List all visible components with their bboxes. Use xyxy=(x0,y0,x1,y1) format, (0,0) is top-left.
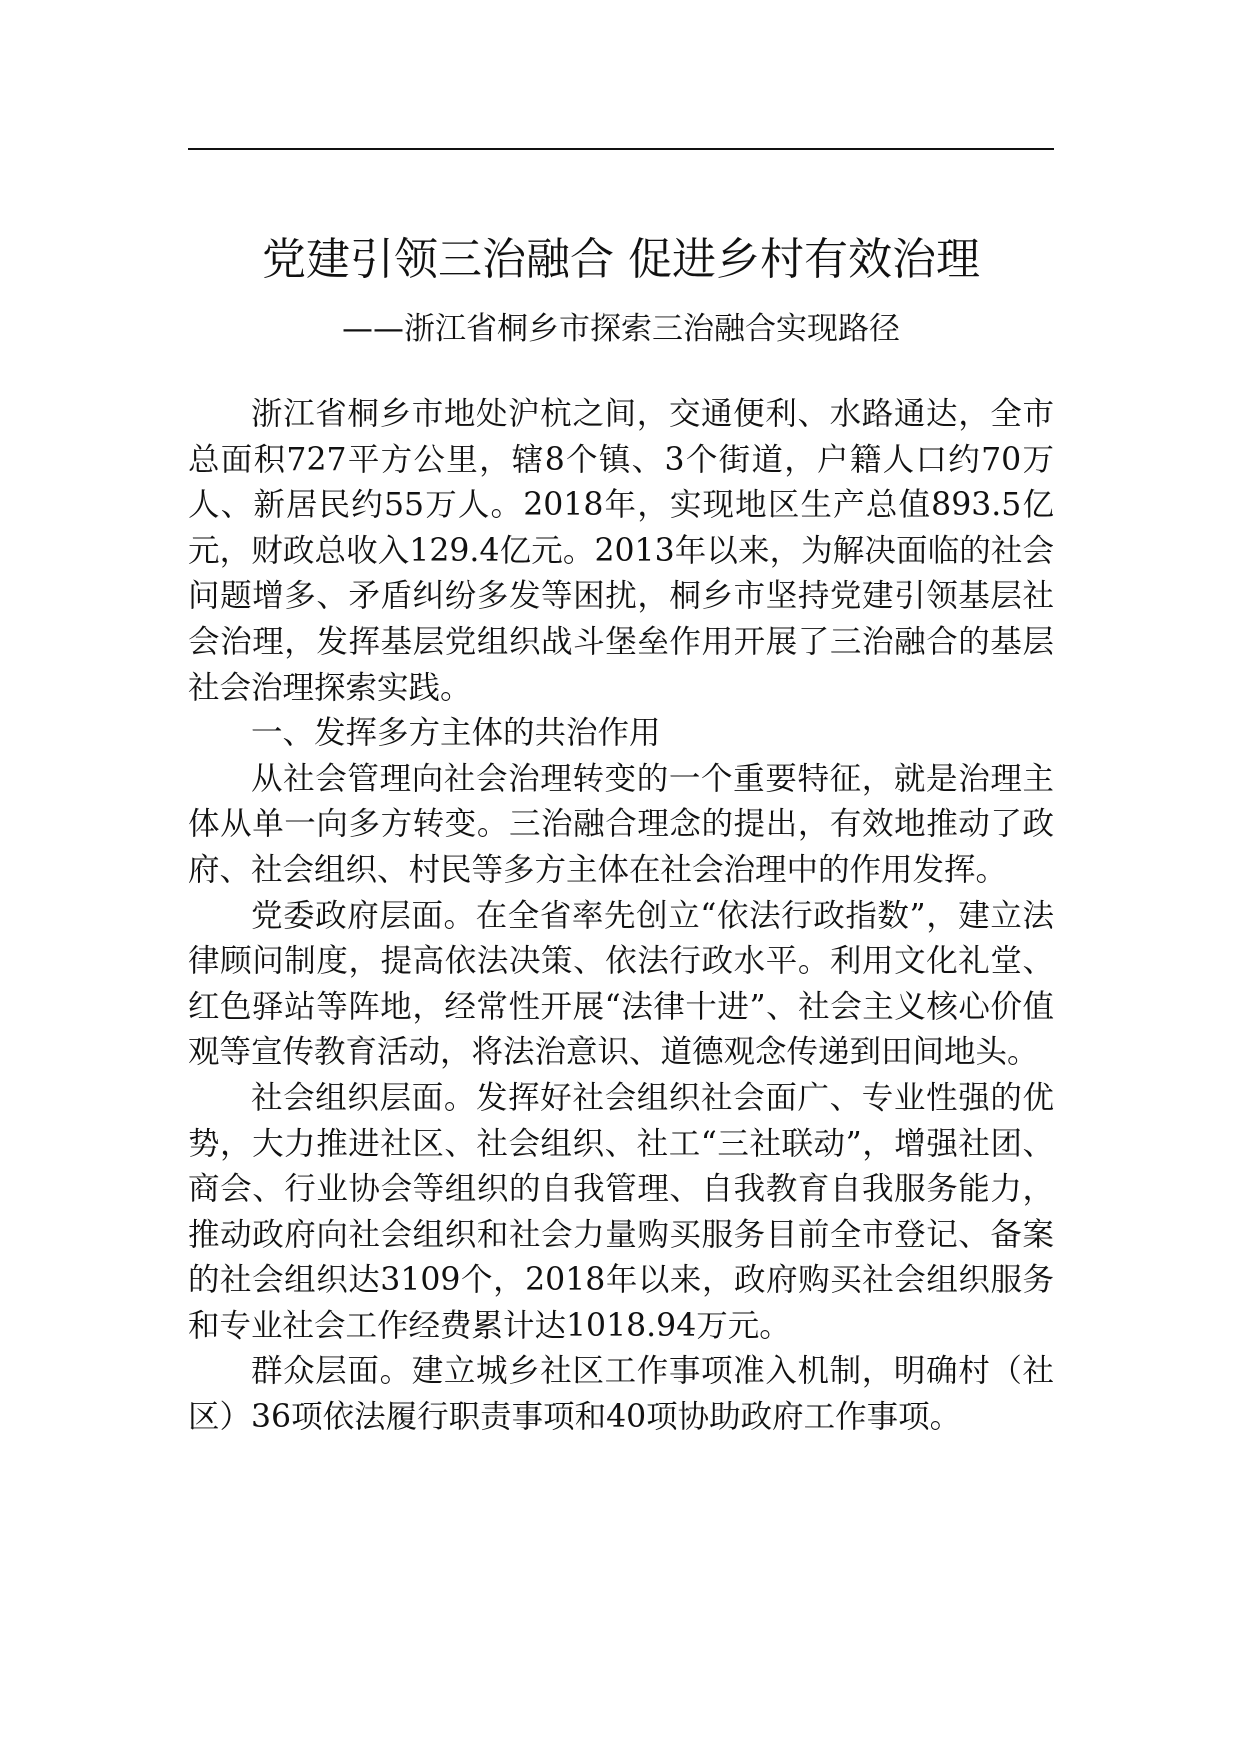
paragraph-social-organizations: 社会组织层面。发挥好社会组织社会面广、专业性强的优势，大力推进社区、社会组织、社工“三社联动”，增强社团、商会、行业协会等组织的自我管理、自我教育自我服务能力，推动政府向社会组织和社会力量购买服务目前全市登记、备案的社会组织达3109个，2018年以来，政府购买社会组织服务和专业社会工作经费累计达1018.94万元。 xyxy=(188,1079,1054,1344)
paragraph-masses: 群众层面。建立城乡社区工作事项准入机制，明确村（社区）36项依法履行职责事项和40项协助政府工作事项。 xyxy=(188,1353,1054,1436)
section-heading-1: 一、发挥多方主体的共治作用 xyxy=(251,715,661,752)
paragraph-party-government: 党委政府层面。在全省率先创立“依法行政指数”，建立法律顾问制度，提高依法决策、依法行政水平。利用文化礼堂、红色驿站等阵地，经常性开展“法律十进”、社会主义核心价值观等宣传教育活动，将法治意识、道德观念传递到田间地头。 xyxy=(188,897,1054,1071)
paragraph-governance-shift: 从社会管理向社会治理转变的一个重要特征，就是治理主体从单一向多方转变。三治融合理念的提出，有效地推动了政府、社会组织、村民等多方主体在社会治理中的作用发挥。 xyxy=(188,760,1054,888)
paragraph-intro: 浙江省桐乡市地处沪杭之间，交通便利、水路通达，全市总面积727平方公里，辖8个镇、3个街道，户籍人口约70万人、新居民约55万人。2018年，实现地区生产总值893.5亿元，财政总收入129.4亿元。2013年以来，为解决面临的社会问题增多、矛盾纠纷多发等困扰，桐乡市坚持党建引领基层社会治理，发挥基层党组织战斗堡垒作用开展了三治融合的基层社会治理探索实践。 xyxy=(188,396,1054,706)
document-body xyxy=(188,392,1054,1441)
document-title: 党建引领三治融合 促进乡村有效治理 xyxy=(262,234,980,285)
document-subtitle: ——浙江省桐乡市探索三治融合实现路径 xyxy=(342,311,900,347)
header-rule xyxy=(188,148,1054,150)
